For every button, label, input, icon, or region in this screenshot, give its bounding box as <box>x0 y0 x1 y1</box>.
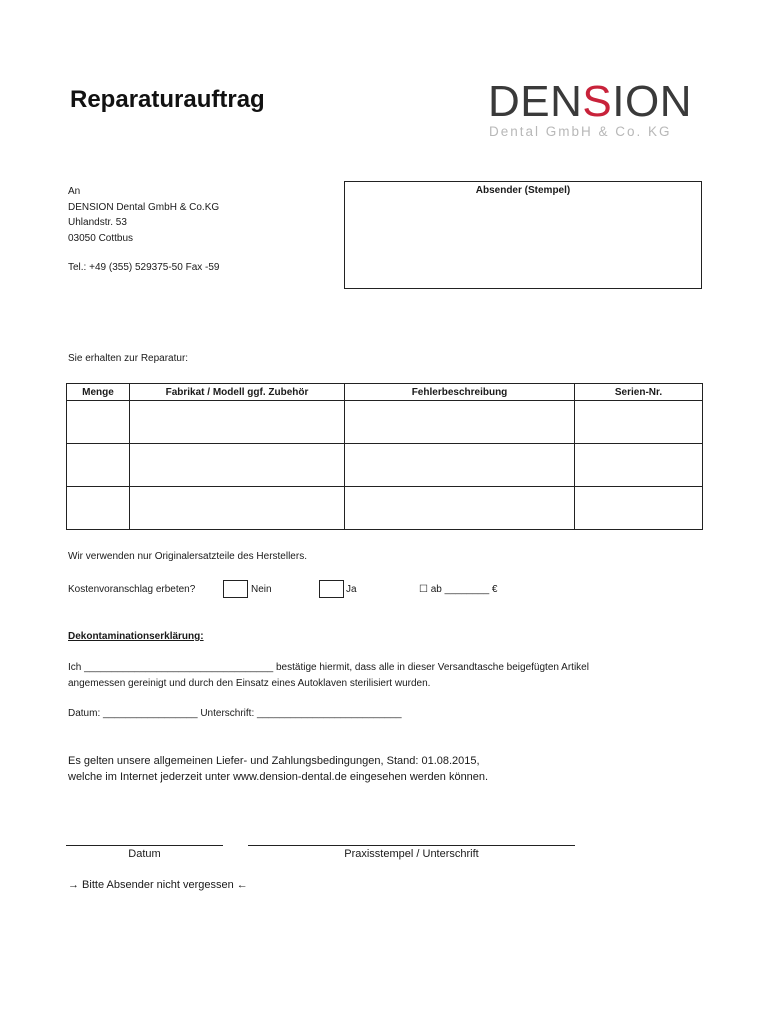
decontamination-line-1[interactable]: Ich __________________________________ bestätige hiermit, dass alle in dieser Versandtasche beigefügten Artikel <box>68 662 589 673</box>
table-row <box>67 444 703 487</box>
recipient-address <box>68 184 219 276</box>
logo-text-accent: S <box>582 77 613 126</box>
table-cell-menge[interactable] <box>67 487 130 530</box>
date-label: Datum <box>128 848 161 860</box>
table-cell-fehler[interactable] <box>345 487 575 530</box>
table-cell-fehler[interactable] <box>345 444 575 487</box>
original-parts-note: Wir verwenden nur Originalersatzteile des Herstellers. <box>68 551 307 562</box>
stamp-signature-label: Praxisstempel / Unterschrift <box>344 848 479 860</box>
decontamination-statement <box>68 660 589 692</box>
address-city: 03050 Cottbus <box>68 232 134 244</box>
sender-reminder: → Bitte Absender nicht vergessen ← <box>68 879 248 891</box>
table-cell-fabrikat[interactable] <box>130 401 345 444</box>
table-cell-serien[interactable] <box>575 444 703 487</box>
address-to: An <box>68 186 81 197</box>
address-street: Uhlandstr. 53 <box>68 217 127 228</box>
address-company: DENSION Dental GmbH & Co.KG <box>68 201 220 213</box>
column-header-serien: Serien-Nr. <box>575 384 703 401</box>
table-cell-fabrikat[interactable] <box>130 487 345 530</box>
table-cell-menge[interactable] <box>67 401 130 444</box>
repair-intro: Sie erhalten zur Reparatur: <box>68 353 189 364</box>
terms-line-2: welche im Internet jederzeit unter www.dension-dental.de eingesehen werden können. <box>68 770 489 783</box>
repair-items-table <box>66 383 703 530</box>
sender-stamp-box[interactable] <box>344 181 702 289</box>
date-signature-rule[interactable] <box>66 845 223 846</box>
estimate-yes-checkbox[interactable] <box>319 580 344 598</box>
estimate-yes-label: Ja <box>346 584 357 595</box>
logo-text-post: ION <box>612 77 692 126</box>
terms-notice <box>68 754 488 785</box>
table-cell-menge[interactable] <box>67 444 130 487</box>
logo-subtitle: Dental GmbH & Co. KG <box>489 124 672 139</box>
decontamination-title: Dekontaminationserklärung: <box>68 631 204 642</box>
table-header-row <box>67 384 703 401</box>
address-phone: Tel.: +49 (355) 529375-50 Fax -59 <box>68 262 220 273</box>
estimate-no-checkbox[interactable] <box>223 580 248 598</box>
estimate-from-option[interactable]: ☐ ab ________ € <box>419 584 498 595</box>
column-header-fabrikat: Fabrikat / Modell ggf. Zubehör <box>130 384 345 401</box>
column-header-fehler: Fehlerbeschreibung <box>345 384 575 401</box>
table-cell-fabrikat[interactable] <box>130 444 345 487</box>
decontamination-line-2: angemessen gereinigt und durch den Einsatz eines Autoklaven sterilisiert wurden. <box>68 678 431 689</box>
sender-stamp-label: Absender (Stempel) <box>475 185 571 196</box>
table-cell-serien[interactable] <box>575 487 703 530</box>
table-row <box>67 401 703 444</box>
estimate-label: Kostenvoranschlag erbeten? <box>68 584 196 595</box>
company-logo <box>488 77 692 126</box>
date-signature-line[interactable]: Datum: _________________ Unterschrift: __________________________ <box>68 708 402 719</box>
table-cell-fehler[interactable] <box>345 401 575 444</box>
estimate-no-label: Nein <box>251 584 272 595</box>
terms-line-1: Es gelten unsere allgemeinen Liefer- und Zahlungsbedingungen, Stand: 01.08.2015, <box>68 755 480 767</box>
page-title: Reparaturauftrag <box>70 86 265 113</box>
table-row <box>67 487 703 530</box>
column-header-menge: Menge <box>67 384 130 401</box>
stamp-signature-rule[interactable] <box>248 845 575 846</box>
logo-text-pre: DEN <box>488 77 583 126</box>
table-cell-serien[interactable] <box>575 401 703 444</box>
